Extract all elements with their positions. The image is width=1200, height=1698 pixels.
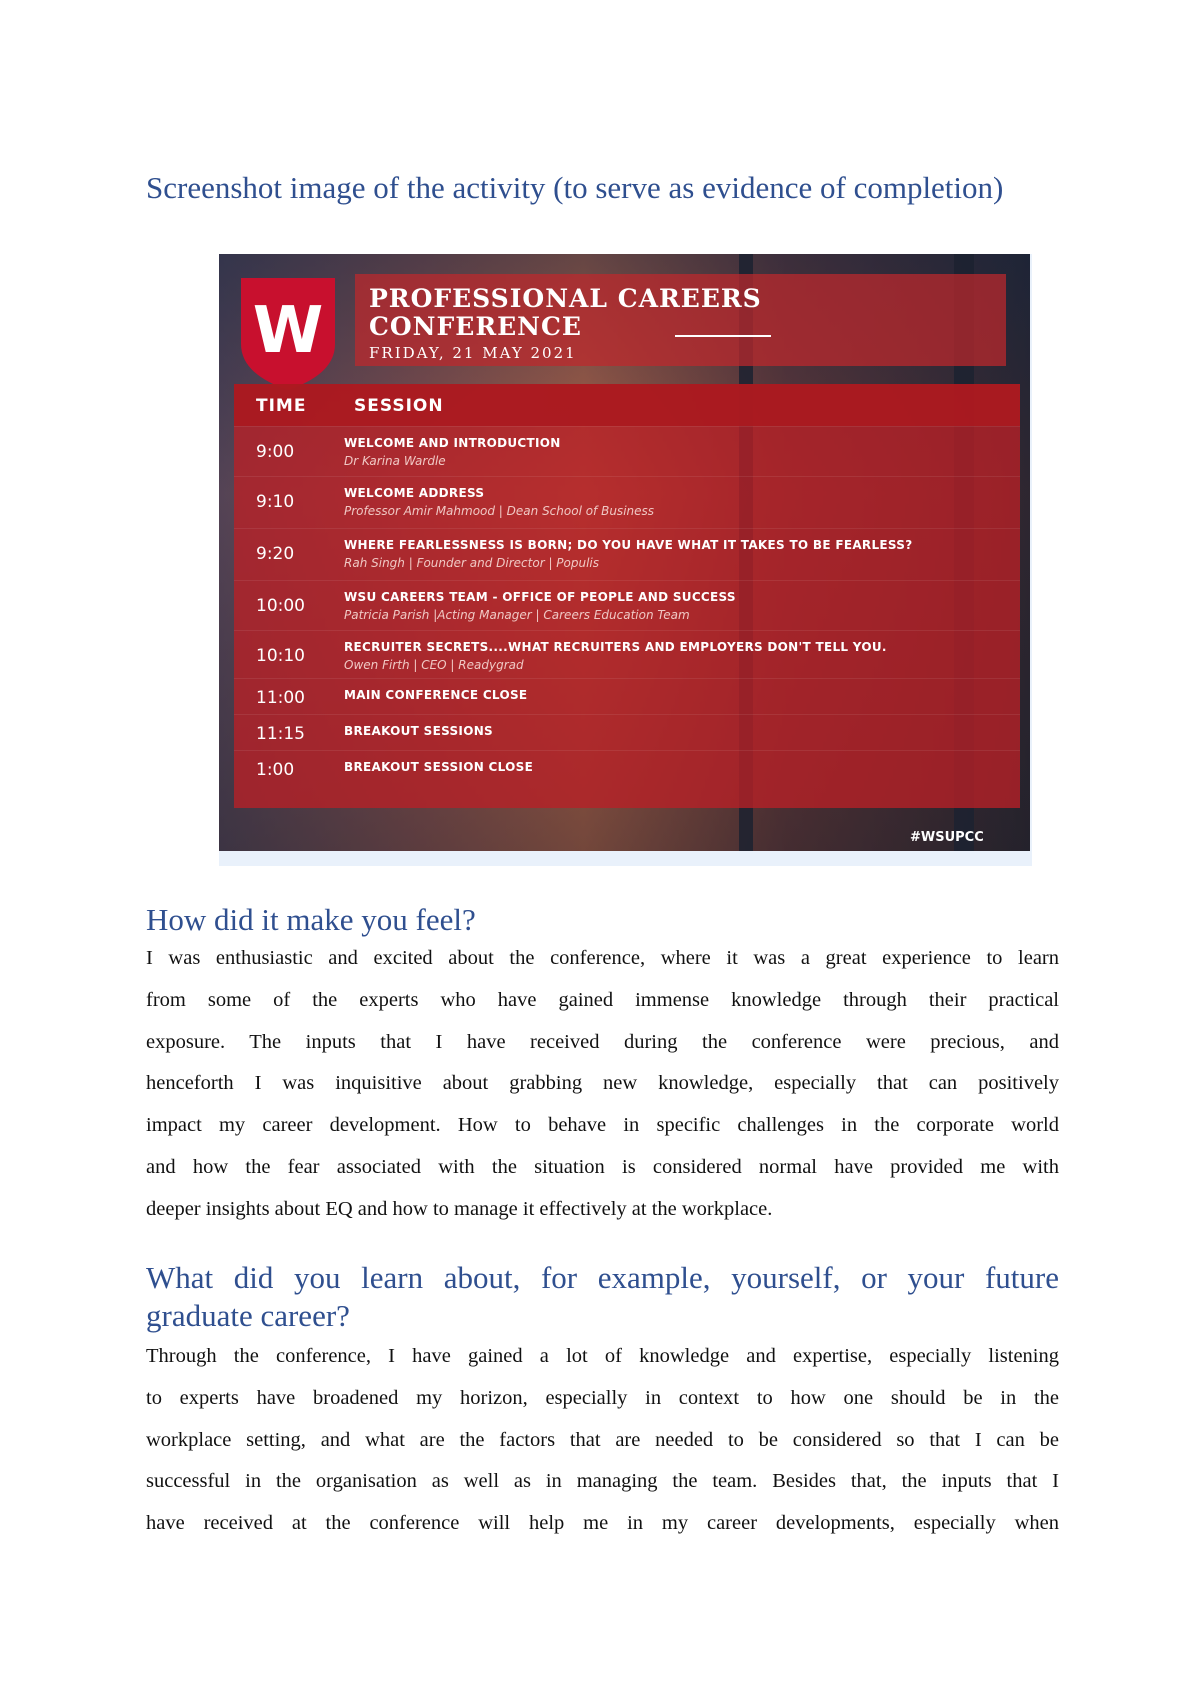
university-shield-logo <box>237 274 339 394</box>
session-title: BREAKOUT SESSIONS <box>344 724 493 738</box>
row-divider <box>234 476 1020 477</box>
paragraph-line: and how the fear associated with the situation is considered normal have provided me with <box>146 1155 1059 1178</box>
paragraph-feel <box>146 938 1059 1231</box>
paragraph-line: exposure. The inputs that I have received during the conference were precious, and <box>146 1030 1059 1053</box>
row-divider <box>234 426 1020 427</box>
section-heading-screenshot: Screenshot image of the activity (to serve as evidence of completion) <box>146 170 1004 205</box>
session-time: 11:15 <box>256 724 305 744</box>
session-title: WHERE FEARLESSNESS IS BORN; DO YOU HAVE WHAT IT TAKES TO BE FEARLESS? <box>344 538 913 552</box>
session-title: WELCOME AND INTRODUCTION <box>344 436 561 450</box>
row-divider <box>234 750 1020 751</box>
paragraph-line: to experts have broadened my horizon, especially in context to how one should be in the <box>146 1386 1059 1409</box>
session-title: BREAKOUT SESSION CLOSE <box>344 760 534 774</box>
row-divider <box>234 678 1020 679</box>
title-rule <box>675 335 771 337</box>
paragraph-line: henceforth I was inquisitive about grabbing new knowledge, especially that can positively <box>146 1072 1059 1095</box>
row-divider <box>234 528 1020 529</box>
section-heading-feel: How did it make you feel? <box>146 902 476 937</box>
session-time: 10:00 <box>256 596 305 616</box>
poster-background <box>219 254 1030 851</box>
session-time: 1:00 <box>256 760 295 780</box>
schedule-header <box>234 384 1020 426</box>
paragraph-line: I was enthusiastic and excited about the conference, where it was a great experience to learn <box>146 947 1059 969</box>
column-header-time: TIME <box>256 396 307 416</box>
paragraph-line: successful in the organisation as well as in managing the team. Besides that, the inputs that I <box>146 1470 1059 1493</box>
session-speaker: Professor Amir Mahmood | Dean School of Business <box>344 504 655 518</box>
session-speaker: Patricia Parish |Acting Manager | Careers Education Team <box>344 608 690 622</box>
session-time: 9:00 <box>256 442 295 462</box>
section-heading-learn-line2: graduate career? <box>146 1298 350 1333</box>
svg-text:W: W <box>252 294 324 368</box>
section-heading-learn-line1: What did you learn about, for example, yourself, or your future <box>146 1260 1059 1295</box>
paragraph-line: Through the conference, I have gained a lot of knowledge and expertise, especially listening <box>146 1345 1059 1367</box>
session-title: WELCOME ADDRESS <box>344 486 485 500</box>
session-time: 9:10 <box>256 492 295 512</box>
paragraph-line: from some of the experts who have gained immense knowledge through their practical <box>146 988 1059 1011</box>
session-title: WSU CAREERS TEAM - OFFICE OF PEOPLE AND SUCCESS <box>344 590 736 604</box>
paragraph-line: workplace setting, and what are the factors that are needed to be considered so that I can be <box>146 1428 1059 1451</box>
session-time: 11:00 <box>256 688 305 708</box>
paragraph-learn <box>146 1336 1059 1545</box>
poster-date: FRIDAY, 21 MAY 2021 <box>369 344 577 362</box>
row-divider <box>234 630 1020 631</box>
column-header-session: SESSION <box>354 396 444 416</box>
paragraph-line: have received at the conference will help me in my career developments, especially when <box>146 1512 1059 1535</box>
hashtag: #WSUPCC <box>910 830 984 845</box>
session-speaker: Owen Firth | CEO | Readygrad <box>344 658 524 672</box>
session-speaker: Dr Karina Wardle <box>344 454 446 468</box>
session-time: 9:20 <box>256 544 295 564</box>
session-title: MAIN CONFERENCE CLOSE <box>344 688 528 702</box>
conference-poster-image <box>219 254 1032 866</box>
session-time: 10:10 <box>256 646 305 666</box>
poster-title-line1: PROFESSIONAL CAREERS <box>369 284 762 313</box>
row-divider <box>234 714 1020 715</box>
paragraph-line: impact my career development. How to behave in specific challenges in the corporate world <box>146 1114 1059 1137</box>
paragraph-line: deeper insights about EQ and how to manage it effectively at the workplace. <box>146 1197 773 1220</box>
row-divider <box>234 580 1020 581</box>
session-title: RECRUITER SECRETS....WHAT RECRUITERS AND EMPLOYERS DON'T TELL YOU. <box>344 640 887 654</box>
session-speaker: Rah Singh | Founder and Director | Populis <box>344 556 600 570</box>
poster-title-line2: CONFERENCE <box>369 312 582 341</box>
